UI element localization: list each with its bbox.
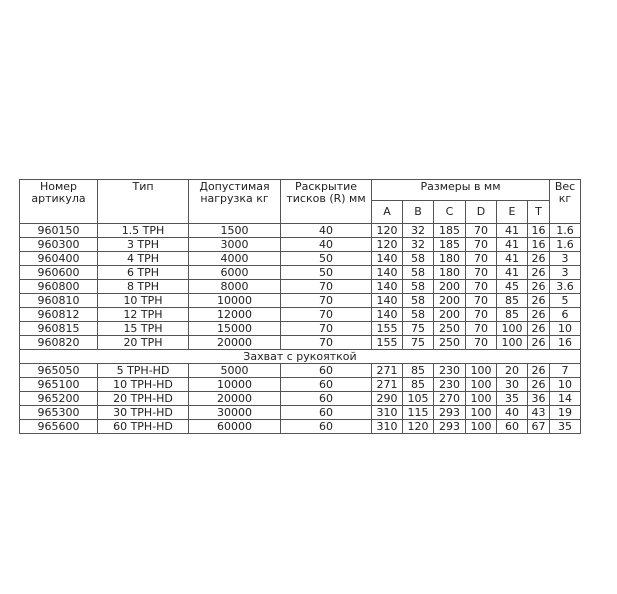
table-cell: 100 <box>466 392 497 406</box>
table-cell: 230 <box>434 364 466 378</box>
table-cell: 35 <box>497 392 528 406</box>
table-cell: 3000 <box>189 238 281 252</box>
table-cell: 58 <box>403 266 434 280</box>
table-row <box>20 406 581 420</box>
table-cell: 140 <box>372 252 403 266</box>
table-cell: 70 <box>466 294 497 308</box>
table-cell: 36 <box>528 392 550 406</box>
table-cell: 105 <box>403 392 434 406</box>
table-cell: 100 <box>466 378 497 392</box>
table-cell: 70 <box>281 322 372 336</box>
table-cell: 271 <box>372 364 403 378</box>
table-cell: 40 <box>281 238 372 252</box>
table-cell: 32 <box>403 224 434 238</box>
table-cell: 6 <box>550 308 581 322</box>
table-cell: 180 <box>434 266 466 280</box>
spec-table-container <box>19 179 581 434</box>
table-cell: 40 <box>497 406 528 420</box>
table-cell: 85 <box>497 308 528 322</box>
table-cell: 70 <box>281 336 372 350</box>
header-dim-a: A <box>372 201 403 224</box>
table-cell: 310 <box>372 406 403 420</box>
header-dim-d: D <box>466 201 497 224</box>
section-label: Захват с рукояткой <box>20 350 581 364</box>
table-row <box>20 252 581 266</box>
table-cell: 290 <box>372 392 403 406</box>
table-cell: 185 <box>434 238 466 252</box>
table-cell: 30 <box>497 378 528 392</box>
table-cell: 40 <box>281 224 372 238</box>
table-cell: 26 <box>528 294 550 308</box>
table-cell: 60 <box>281 378 372 392</box>
table-cell: 85 <box>403 364 434 378</box>
header-dim-e: E <box>497 201 528 224</box>
table-cell: 58 <box>403 280 434 294</box>
table-cell: 10 <box>550 322 581 336</box>
table-cell: 58 <box>403 308 434 322</box>
table-cell: 16 <box>528 238 550 252</box>
table-cell: 140 <box>372 294 403 308</box>
table-cell: 16 <box>528 224 550 238</box>
table-cell: 58 <box>403 294 434 308</box>
table-body-group-1 <box>20 224 581 350</box>
table-cell: 7 <box>550 364 581 378</box>
table-cell: 32 <box>403 238 434 252</box>
table-row <box>20 266 581 280</box>
table-cell: 35 <box>550 420 581 434</box>
table-cell: 180 <box>434 252 466 266</box>
table-cell: 70 <box>281 280 372 294</box>
table-cell: 26 <box>528 336 550 350</box>
table-cell: 960150 <box>20 224 98 238</box>
table-cell: 965100 <box>20 378 98 392</box>
table-cell: 250 <box>434 336 466 350</box>
table-cell: 12000 <box>189 308 281 322</box>
table-cell: 60000 <box>189 420 281 434</box>
table-row <box>20 336 581 350</box>
table-cell: 10 TPH-HD <box>98 378 189 392</box>
table-cell: 965600 <box>20 420 98 434</box>
table-cell: 960800 <box>20 280 98 294</box>
table-cell: 70 <box>466 308 497 322</box>
table-cell: 70 <box>281 308 372 322</box>
table-cell: 100 <box>497 336 528 350</box>
table-cell: 100 <box>466 364 497 378</box>
table-cell: 3.6 <box>550 280 581 294</box>
table-cell: 85 <box>497 294 528 308</box>
header-load: Допустимая нагрузка кг <box>189 180 281 224</box>
section-divider <box>20 350 581 364</box>
table-cell: 12 TPH <box>98 308 189 322</box>
table-row <box>20 364 581 378</box>
table-header <box>20 180 581 224</box>
table-cell: 5 <box>550 294 581 308</box>
table-cell: 15 TPH <box>98 322 189 336</box>
header-dimensions: Размеры в мм <box>372 180 550 201</box>
table-cell: 1500 <box>189 224 281 238</box>
table-cell: 140 <box>372 266 403 280</box>
table-cell: 8000 <box>189 280 281 294</box>
table-cell: 270 <box>434 392 466 406</box>
header-article: Номер артикула <box>20 180 98 224</box>
table-cell: 115 <box>403 406 434 420</box>
table-cell: 6 TPH <box>98 266 189 280</box>
table-cell: 140 <box>372 308 403 322</box>
table-cell: 70 <box>466 280 497 294</box>
table-cell: 4 TPH <box>98 252 189 266</box>
table-cell: 60 <box>281 364 372 378</box>
table-cell: 20 <box>497 364 528 378</box>
table-cell: 20 TPH-HD <box>98 392 189 406</box>
table-cell: 70 <box>466 238 497 252</box>
header-jaw-opening: Раскрытие тисков (R) мм <box>281 180 372 224</box>
table-cell: 26 <box>528 378 550 392</box>
table-cell: 41 <box>497 252 528 266</box>
table-cell: 60 <box>497 420 528 434</box>
table-cell: 26 <box>528 252 550 266</box>
table-row <box>20 420 581 434</box>
table-cell: 200 <box>434 308 466 322</box>
table-cell: 3 <box>550 252 581 266</box>
table-cell: 43 <box>528 406 550 420</box>
table-cell: 75 <box>403 336 434 350</box>
table-row <box>20 308 581 322</box>
table-row <box>20 322 581 336</box>
table-cell: 26 <box>528 266 550 280</box>
table-cell: 293 <box>434 406 466 420</box>
table-cell: 14 <box>550 392 581 406</box>
table-cell: 70 <box>466 266 497 280</box>
table-cell: 8 TPH <box>98 280 189 294</box>
table-cell: 1.5 TPH <box>98 224 189 238</box>
table-cell: 41 <box>497 224 528 238</box>
table-cell: 4000 <box>189 252 281 266</box>
spec-table <box>19 179 581 434</box>
table-row <box>20 392 581 406</box>
table-cell: 960810 <box>20 294 98 308</box>
table-cell: 70 <box>281 294 372 308</box>
table-cell: 960815 <box>20 322 98 336</box>
table-row <box>20 378 581 392</box>
table-cell: 120 <box>403 420 434 434</box>
table-cell: 155 <box>372 322 403 336</box>
header-dim-t: T <box>528 201 550 224</box>
header-dim-b: B <box>403 201 434 224</box>
table-cell: 120 <box>372 224 403 238</box>
table-cell: 85 <box>403 378 434 392</box>
table-cell: 960600 <box>20 266 98 280</box>
table-cell: 965300 <box>20 406 98 420</box>
table-cell: 50 <box>281 266 372 280</box>
header-type: Тип <box>98 180 189 224</box>
header-dim-c: C <box>434 201 466 224</box>
table-cell: 10 TPH <box>98 294 189 308</box>
table-cell: 100 <box>497 322 528 336</box>
table-cell: 965050 <box>20 364 98 378</box>
table-cell: 26 <box>528 280 550 294</box>
table-cell: 3 TPH <box>98 238 189 252</box>
table-cell: 30000 <box>189 406 281 420</box>
table-cell: 20000 <box>189 336 281 350</box>
table-cell: 41 <box>497 266 528 280</box>
table-cell: 1.6 <box>550 238 581 252</box>
table-cell: 45 <box>497 280 528 294</box>
table-cell: 5000 <box>189 364 281 378</box>
table-cell: 965200 <box>20 392 98 406</box>
table-cell: 960400 <box>20 252 98 266</box>
table-row <box>20 294 581 308</box>
table-cell: 3 <box>550 266 581 280</box>
table-cell: 30 TPH-HD <box>98 406 189 420</box>
table-cell: 60 <box>281 406 372 420</box>
table-cell: 5 TPH-HD <box>98 364 189 378</box>
table-cell: 120 <box>372 238 403 252</box>
table-cell: 310 <box>372 420 403 434</box>
table-cell: 70 <box>466 252 497 266</box>
table-cell: 100 <box>466 406 497 420</box>
table-cell: 271 <box>372 378 403 392</box>
table-cell: 230 <box>434 378 466 392</box>
table-cell: 1.6 <box>550 224 581 238</box>
table-cell: 50 <box>281 252 372 266</box>
table-cell: 6000 <box>189 266 281 280</box>
table-cell: 185 <box>434 224 466 238</box>
table-cell: 960300 <box>20 238 98 252</box>
table-cell: 67 <box>528 420 550 434</box>
table-cell: 140 <box>372 280 403 294</box>
table-cell: 10000 <box>189 378 281 392</box>
table-cell: 20 TPH <box>98 336 189 350</box>
table-cell: 70 <box>466 322 497 336</box>
table-cell: 20000 <box>189 392 281 406</box>
table-cell: 15000 <box>189 322 281 336</box>
table-cell: 293 <box>434 420 466 434</box>
table-cell: 70 <box>466 224 497 238</box>
table-cell: 19 <box>550 406 581 420</box>
table-cell: 16 <box>550 336 581 350</box>
table-cell: 58 <box>403 252 434 266</box>
table-cell: 26 <box>528 308 550 322</box>
table-cell: 250 <box>434 322 466 336</box>
table-cell: 41 <box>497 238 528 252</box>
table-body-group-2 <box>20 364 581 434</box>
table-cell: 26 <box>528 364 550 378</box>
table-cell: 10 <box>550 378 581 392</box>
table-cell: 75 <box>403 322 434 336</box>
table-row <box>20 224 581 238</box>
table-row <box>20 280 581 294</box>
table-cell: 26 <box>528 322 550 336</box>
table-cell: 960820 <box>20 336 98 350</box>
table-cell: 100 <box>466 420 497 434</box>
header-weight: Вес кг <box>550 180 581 224</box>
table-cell: 200 <box>434 280 466 294</box>
table-cell: 60 <box>281 420 372 434</box>
table-cell: 70 <box>466 336 497 350</box>
table-cell: 10000 <box>189 294 281 308</box>
table-row <box>20 238 581 252</box>
table-cell: 60 TPH-HD <box>98 420 189 434</box>
table-cell: 155 <box>372 336 403 350</box>
table-cell: 60 <box>281 392 372 406</box>
table-cell: 960812 <box>20 308 98 322</box>
table-cell: 200 <box>434 294 466 308</box>
